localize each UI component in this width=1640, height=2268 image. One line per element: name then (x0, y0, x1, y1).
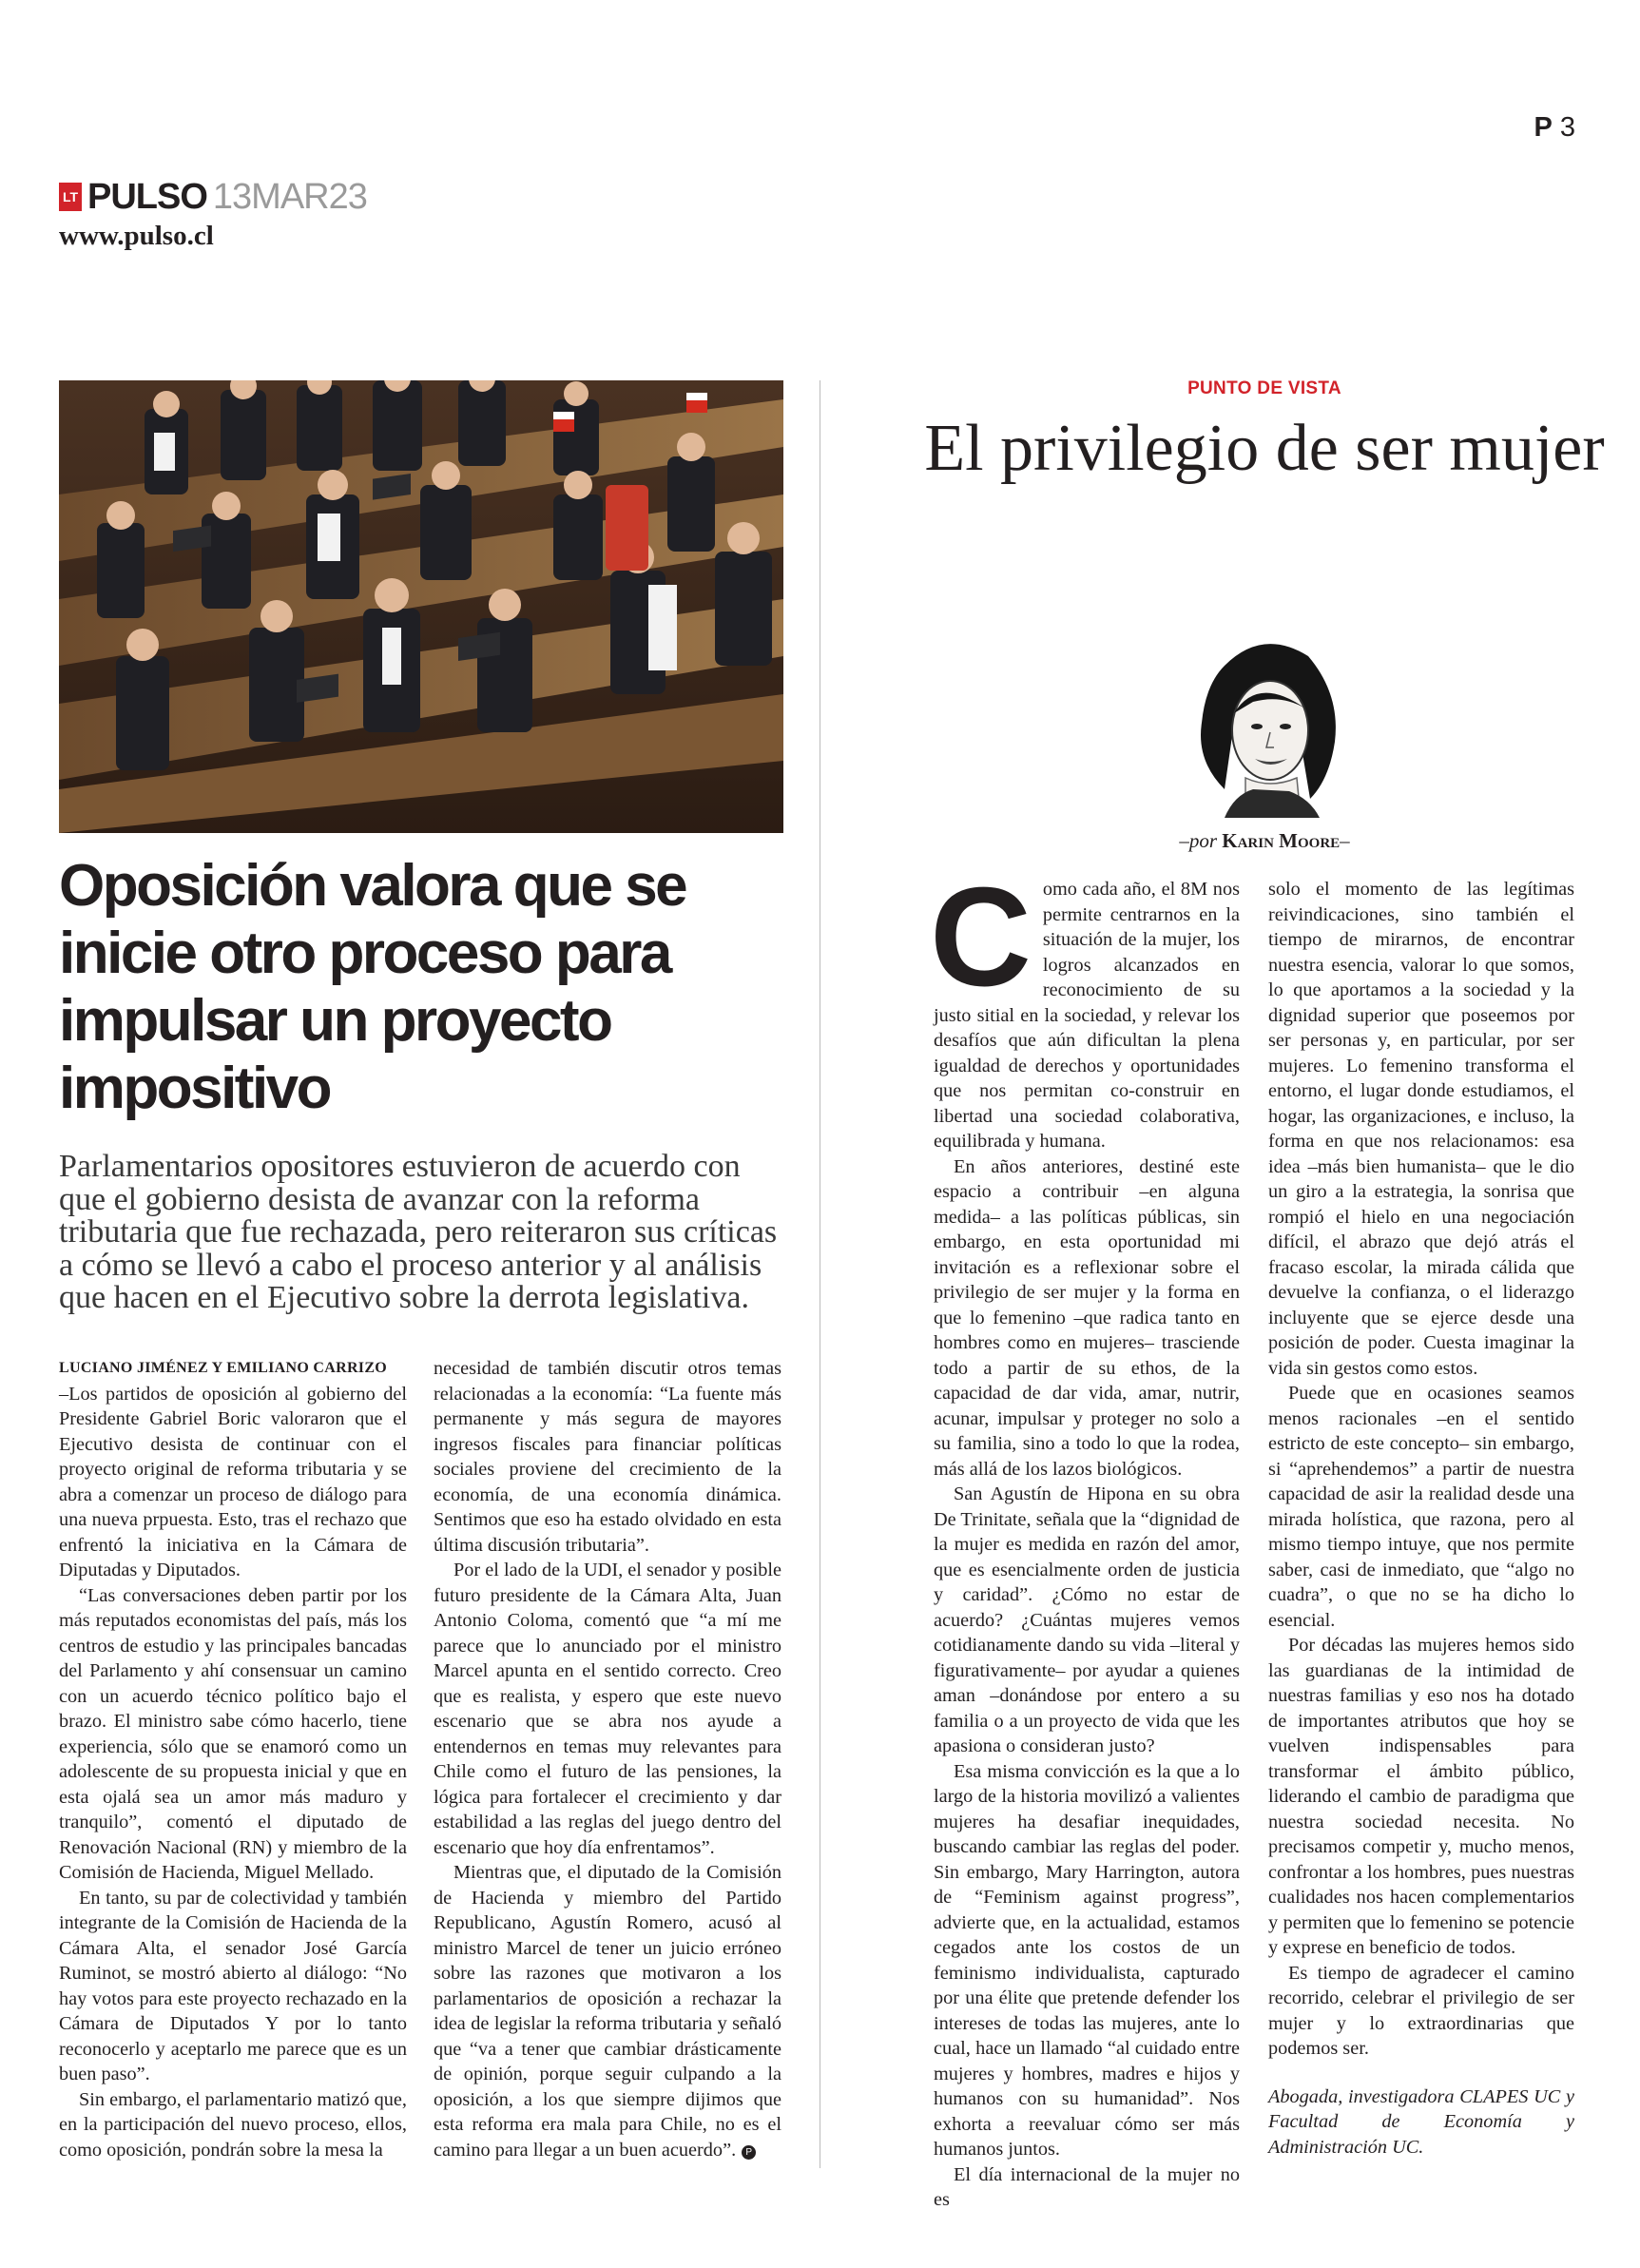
paragraph: En tanto, su par de colectividad y también integrante de la Comisión de Hacienda de la Cámara Alta, el senador José García Ruminot, se mostró abierto al diálogo: “No hay votos para este proyecto rechazado en la Cámara de Diputados Y por lo tanto reconocerlo y aceptarlo me parece que es un buen paso”. (59, 1887, 407, 2084)
opinion-headline: El privilegio de ser mujer (924, 412, 1605, 485)
lt-logo: LT (59, 183, 82, 211)
author-signature: Abogada, investigadora CLAPES UC y Facultad de Economía y Administración UC. (1268, 2085, 1574, 2158)
left-article-column-1 (59, 1356, 407, 2162)
masthead (59, 177, 367, 217)
left-article-headline: Oposición valora que se inicie otro proceso para impulsar un proyecto impositivo (59, 853, 686, 1121)
paragraph: Es tiempo de agradecer el camino recorrido, celebrar el privilegio de ser mujer y lo extraordinarias que podemos ser. (1268, 1962, 1574, 2059)
paragraph-text: omo cada año, el 8M nos permite centrarnos en la situación de la mujer, los logros alcanzados en reconocimiento de su justo sitial en la sociedad, y relevar los desafíos que aún dificultan la plena igualdad de derechos y oportunidades que nos permitan co-construir en libertad una sociedad colaborativa, equilibrada y humana. (934, 879, 1240, 1152)
author-portrait (1167, 628, 1358, 818)
author-suffix: – (1340, 829, 1350, 852)
parliament-photo (59, 380, 783, 833)
paragraph: “Las conversaciones deben partir por los más reputados economistas del país, más los centros de estudio y las principales bancadas del Parlamento y ahí consensuar un camino con un acuerdo técnico político bajo el brazo. El ministro sabe cómo hacerlo, tiene experiencia, sólo que se enamoró como un adolescente de su propuesta inicial y que en esta ojalá sea un amor más maduro y tranquilo”, comentó el diputado de Renovación Nacional (RN) y miembro de la Comisión de Hacienda, Miguel Mellado. (59, 1584, 407, 1883)
author-prefix: –por (1179, 829, 1217, 852)
paragraph: San Agustín de Hipona en su obra De Trinitate, señala que la “dignidad de la mujer es medida en razón del amor, que es esencialmente orden de justicia y caridad”. ¿Cómo no estar de acuerdo? ¿Cuántas mujeres vemos cotidianamente dando su vida –literal y figurativamente– por ayudar a quienes aman –donándose por entero a su familia o a un proyecto de vida que les apasiona o consideran justo? (934, 1483, 1240, 1756)
page-number (1534, 112, 1575, 144)
opinion-column-2 (1268, 877, 1574, 2160)
author-portrait-illustration (1167, 628, 1358, 818)
paragraph-with-endmark (434, 1860, 781, 2162)
paragraph: Por décadas las mujeres hemos sido las guardianas de la intimidad de nuestras familias y eso nos ha dotado de importantes atributos que hoy se vuelven indispensables para transformar el ámbito público, liderando el cambio de paradigma que nuestra sociedad necesita. No precisamos competir y, mucho menos, confrontar a los hombres, pues nuestras cualidades nos hacen complementarios y permiten que lo femenino se potencie y exprese en beneficio de todos. (1268, 1635, 1574, 1958)
paragraph-text: Mientras que, el diputado de la Comisión de Hacienda y miembro del Partido Republicano, Agustín Romero, acusó al ministro Marcel de tener un juicio erróneo sobre las razones que motivaron a los parlamentarios de oposición a rechazar la idea de legislar la reforma tributaria y señaló que “va a tener que cambiar drásticamente de opinión, porque seguir culpando a la oposición, a los que siempre dijimos que esta reforma era mala para Chile, no es el camino para llegar a un buen acuerdo”. (434, 1862, 781, 2161)
article-photo (59, 380, 783, 833)
publication-date: 13MAR23 (212, 176, 367, 217)
left-article-deck: Parlamentarios opositores estuvieron de acuerdo con que el gobierno desista de avanzar con la reforma tributaria que fue rechazada, pero reiteraron sus críticas a cómo se llevó a cabo el proceso anterior y al análisis que hacen en el Ejecutivo sobre la derrota legislativa. (59, 1149, 778, 1315)
paragraph: –Los partidos de oposición al gobierno del Presidente Gabriel Boric valoraron que el Ejecutivo desista de continuar con el proyecto original de reforma tributaria y se abra a comenzar un proceso de diálogo para una nueva prpuesta. Esto, tras el rechazo que enfrentó la iniciativa en la Cámara de Diputadas y Diputados. (59, 1383, 407, 1580)
author-name: Karin Moore (1222, 829, 1341, 852)
opinion-column-1 (930, 859, 1240, 2213)
page-number-value: 3 (1559, 112, 1575, 143)
paragraph: El día internacional de la mujer no es (934, 2163, 1240, 2210)
page-label: P (1534, 112, 1553, 143)
byline: LUCIANO JIMÉNEZ Y EMILIANO CARRIZO (59, 1360, 388, 1376)
paragraph: En años anteriores, destiné este espacio a contribuir –en alguna medida– a las políticas públicas, sin embargo, en esta oportunidad mi invitación es a reflexionar sobre el privilegio de ser mujer y la forma en que lo femenino –que radica tanto en hombres como en mujeres– trasciende todo a partir de su ethos, de la capacidad de dar vida, amar, nutrir, acunar, impulsar y proteger no solo a su familia, sino a todo lo que la rodea, más allá de los lazos biológicos. (934, 1155, 1240, 1480)
end-mark-icon: P (742, 2145, 756, 2160)
paragraph: Sin embargo, el parlamentario matizó que, en la participación del nuevo proceso, ellos, como oposición, pondrán sobre la mesa la (59, 2088, 407, 2161)
section-kicker: PUNTO DE VISTA (1187, 378, 1341, 398)
site-url[interactable]: www.pulso.cl (59, 221, 214, 251)
brand-name: PULSO (87, 176, 207, 217)
paragraph: Puede que en ocasiones seamos menos racionales –en el sentido estricto de este concepto– sin embargo, si “aprehendemos” a partir de nuestra capacidad de asir la realidad desde una mirada holística, que razona, pero al mismo tiempo intuye, que nos permite saber, casi de inmediato, que “algo no cuadra”, o que no se ha dicho lo esencial. (1268, 1383, 1574, 1631)
paragraph: Por el lado de la UDI, el senador y posible futuro presidente de la Cámara Alta, Juan Antonio Coloma, comentó que “a mí me parece que lo anunciado por el ministro Marcel apunta en el sentido correcto. Creo que es realista, y espero que este nuevo escenario que se abra nos ayude a entendernos en temas muy relevantes para Chile como el futuro de las pensiones, la lógica para fortalecer el crecimiento y dar estabilidad a las reglas del juego dentro del escenario que hoy día enfrentamos”. (434, 1560, 781, 1858)
paragraph: solo el momento de las legítimas reivindicaciones, sino también el tiempo de mirarnos, de encontrar nuestra esencia, valorar lo que somos, lo que aportamos a la sociedad y la dignidad superior que poseemos por ser personas y, en particular, por ser mujeres. Lo femenino transforma el entorno, el lugar donde estudiamos, el hogar, las organizaciones, e incluso, la forma en que nos relacionamos: esa idea –más bien humanista– que le dio un giro a la estrategia, la sonrisa que rompió el hielo en una negociación difícil, el abrazo que dejó atrás el fracaso escolar, la mirada cálida que devuelve la confianza, o el liderazgo incluyente que se ejerce desde una posición de poder. Cuesta imaginar la vida sin gestos como estos. (1268, 879, 1574, 1379)
paragraph: Esa misma convicción es la que a lo largo de la historia movilizó a valientes mujeres ha desafiar inequidades, buscando cambiar las reglas del poder. Sin embargo, Mary Harrington, autora de “Feminism against progress”, advierte que, en la actualidad, estamos cegados ante los costos de un feminismo individualista, capturado por una élite que pretende defender los intereses de todas las mujeres, ante lo cual, hace un llamado “al cuidado entre mujeres y hombres, madres e hijos y humanos con su humanidad”. Nos exhorta a reevaluar cómo ser más humanos juntos. (934, 1760, 1240, 2160)
drop-cap: C (930, 859, 1032, 1016)
left-article-column-2 (434, 1356, 781, 2162)
first-paragraph (930, 859, 1240, 1154)
paragraph: necesidad de también discutir otros temas relacionadas a la economía: “La fuente más permanente y más segura de mayores ingresos fiscales para financiar políticas sociales proviene del crecimiento de la economía, de una economía dinámica. Sentimos que eso ha estado olvidado en esta última discusión tributaria”. (434, 1358, 781, 1556)
author-byline (1027, 829, 1502, 853)
